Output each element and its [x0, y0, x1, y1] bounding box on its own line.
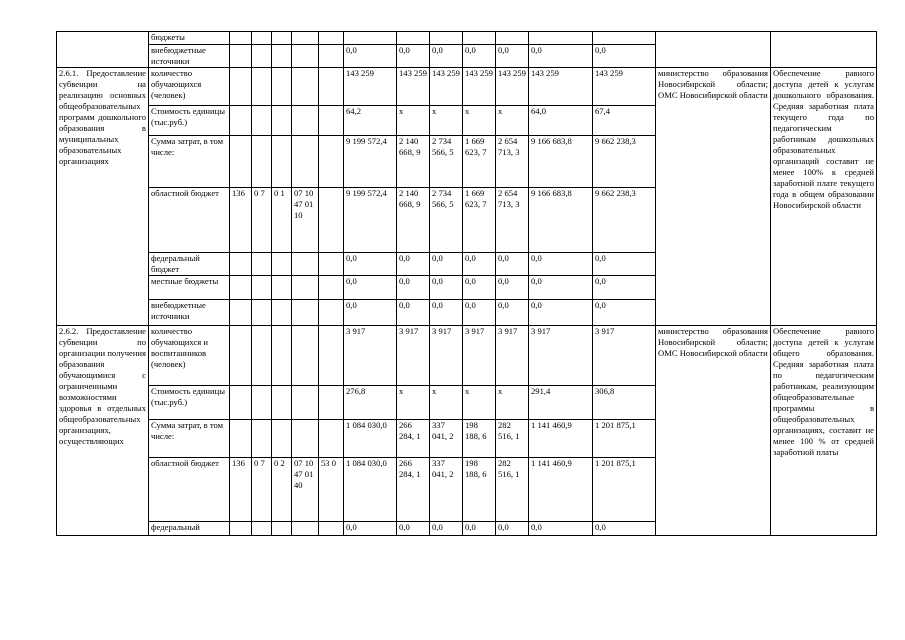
indicator-label: Сумма затрат, в том числе:: [149, 420, 230, 458]
data-cell: x: [463, 386, 496, 420]
data-cell: [319, 45, 344, 68]
data-cell: [496, 32, 529, 45]
data-cell: 1 084 030,0: [344, 420, 397, 458]
data-cell: 143 259: [397, 68, 430, 106]
table-row: [57, 68, 877, 106]
data-cell: [230, 386, 252, 420]
data-cell: 9 166 683,8: [529, 136, 593, 188]
data-cell: 0,0: [593, 45, 656, 68]
data-cell: [272, 300, 292, 326]
indicator-label: местные бюджеты: [149, 276, 230, 300]
data-cell: 0,0: [463, 253, 496, 276]
data-cell: [292, 300, 319, 326]
measure-name: 2.6.2. Предоставление субвенции по организации получения образования обучающимися с ограниченными возможностями здоровья в отдельных общеобразовательных организациях, осуществляющих: [57, 326, 149, 536]
data-cell: [292, 32, 319, 45]
data-cell: 0,0: [397, 522, 430, 536]
data-cell: 276,8: [344, 386, 397, 420]
data-cell: 0,0: [496, 253, 529, 276]
data-cell: [319, 68, 344, 106]
measure-name: 2.6.1. Предоставление субвенции на реализацию основных общеобразовательных программ дошкольного образования в муниципальных образовательных организациях: [57, 68, 149, 326]
data-cell: 143 259: [344, 68, 397, 106]
data-cell: 0,0: [430, 45, 463, 68]
data-cell: 3 917: [344, 326, 397, 386]
data-cell: [292, 136, 319, 188]
data-cell: [230, 522, 252, 536]
data-cell: 2 654 713, 3: [496, 136, 529, 188]
data-cell: [319, 32, 344, 45]
result-cell: Обеспечение равного доступа детей к услугам общего образования. Средняя заработная плата по педагогическим работникам, реализующим общеобразовательные программы в общеобразовательных организациях, составит не менее 100 % от средней заработной платы: [771, 326, 877, 536]
indicator-label: Сумма затрат, в том числе:: [149, 136, 230, 188]
data-cell: 0,0: [529, 276, 593, 300]
data-cell: [397, 32, 430, 45]
data-cell: [272, 136, 292, 188]
data-cell: 1 201 875,1: [593, 420, 656, 458]
data-cell: [319, 522, 344, 536]
data-cell: [230, 32, 252, 45]
data-cell: 0,0: [529, 522, 593, 536]
data-cell: 2 734 566, 5: [430, 136, 463, 188]
data-cell: 0,0: [430, 522, 463, 536]
result-cell: Обеспечение равного доступа детей к услугам дошкольного образования. Средняя заработная плата текущего года по педагогическим работникам дошкольных образовательных организаций составит не менее 100% к средней заработной плате текущего года в общем образовании Новосибирской области: [771, 68, 877, 326]
data-cell: [252, 32, 272, 45]
data-cell: 0,0: [593, 253, 656, 276]
data-cell: 9 662 238,3: [593, 136, 656, 188]
indicator-label: Стоимость единицы (тыс.руб.): [149, 106, 230, 136]
data-cell: [230, 106, 252, 136]
data-cell: [272, 276, 292, 300]
data-cell: 0,0: [529, 253, 593, 276]
data-cell: 3 917: [593, 326, 656, 386]
data-cell: 0,0: [397, 45, 430, 68]
data-cell: [230, 420, 252, 458]
data-cell: 9 199 572,4: [344, 136, 397, 188]
data-cell: 9 199 572,4: [344, 188, 397, 253]
data-cell: [463, 32, 496, 45]
data-cell: x: [430, 386, 463, 420]
data-cell: [252, 136, 272, 188]
data-cell: [319, 106, 344, 136]
budget-table: [56, 31, 877, 536]
data-cell: [272, 420, 292, 458]
data-cell: 282 516, 1: [496, 420, 529, 458]
data-cell: 0,0: [344, 276, 397, 300]
data-cell: [272, 522, 292, 536]
data-cell: [252, 326, 272, 386]
indicator-label: федеральный бюджет: [149, 253, 230, 276]
data-cell: [292, 68, 319, 106]
data-cell: 0,0: [397, 276, 430, 300]
data-cell: 0,0: [344, 253, 397, 276]
data-cell: x: [463, 106, 496, 136]
data-cell: 0,0: [463, 522, 496, 536]
data-cell: 3 917: [397, 326, 430, 386]
data-cell: 143 259: [496, 68, 529, 106]
data-cell: x: [496, 106, 529, 136]
data-cell: [319, 136, 344, 188]
data-cell: 0,0: [463, 300, 496, 326]
data-cell: [272, 32, 292, 45]
data-cell: 1 141 460,9: [529, 420, 593, 458]
data-cell: [529, 32, 593, 45]
data-cell: 0,0: [593, 276, 656, 300]
data-cell: [292, 386, 319, 420]
data-cell: [252, 253, 272, 276]
data-cell: [319, 253, 344, 276]
data-cell: 198 188, 6: [463, 458, 496, 522]
data-cell: x: [397, 106, 430, 136]
data-cell: [292, 45, 319, 68]
data-cell: 2 734 566, 5: [430, 188, 463, 253]
data-cell: [593, 32, 656, 45]
indicator-label: бюджеты: [149, 32, 230, 45]
data-cell: [252, 420, 272, 458]
data-cell: [230, 300, 252, 326]
indicator-label: областной бюджет: [149, 188, 230, 253]
data-cell: 0,0: [344, 522, 397, 536]
data-cell: [230, 68, 252, 106]
data-cell: 136: [230, 188, 252, 253]
data-cell: [230, 253, 252, 276]
indicator-label: Стоимость единицы (тыс.руб.): [149, 386, 230, 420]
data-cell: [292, 253, 319, 276]
data-cell: [252, 276, 272, 300]
data-cell: 9 662 238,3: [593, 188, 656, 253]
data-cell: 1 141 460,9: [529, 458, 593, 522]
data-cell: 53 0: [319, 458, 344, 522]
data-cell: 0,0: [463, 45, 496, 68]
data-cell: [252, 522, 272, 536]
data-cell: [252, 45, 272, 68]
data-cell: 143 259: [463, 68, 496, 106]
indicator-label: областной бюджет: [149, 458, 230, 522]
data-cell: [292, 106, 319, 136]
data-cell: [319, 420, 344, 458]
data-cell: 2 140 668, 9: [397, 188, 430, 253]
data-cell: 198 188, 6: [463, 420, 496, 458]
data-cell: 07 10 47 01 40: [292, 458, 319, 522]
data-cell: [230, 45, 252, 68]
data-cell: [344, 32, 397, 45]
data-cell: 0,0: [344, 300, 397, 326]
data-cell: [230, 276, 252, 300]
data-cell: 306,8: [593, 386, 656, 420]
data-cell: [319, 300, 344, 326]
cell-empty: [771, 32, 877, 68]
table-row: [57, 326, 877, 386]
data-cell: 0,0: [496, 522, 529, 536]
data-cell: 0,0: [529, 45, 593, 68]
data-cell: 0,0: [430, 253, 463, 276]
data-cell: [430, 32, 463, 45]
data-cell: 07 10 47 01 10: [292, 188, 319, 253]
data-cell: 0,0: [397, 253, 430, 276]
data-cell: 9 166 683,8: [529, 188, 593, 253]
executor-cell: министерство образования Новосибирской области; ОМС Новосибирской области: [656, 68, 771, 326]
data-cell: 2 654 713, 3: [496, 188, 529, 253]
data-cell: 0,0: [463, 276, 496, 300]
data-cell: 0,0: [593, 300, 656, 326]
data-cell: x: [430, 106, 463, 136]
data-cell: 0 7: [252, 188, 272, 253]
data-cell: 0,0: [397, 300, 430, 326]
data-cell: [272, 326, 292, 386]
indicator-label: количество обучающихся и воспитанников (человек): [149, 326, 230, 386]
data-cell: [319, 326, 344, 386]
data-cell: 1 084 030,0: [344, 458, 397, 522]
data-cell: 2 140 668, 9: [397, 136, 430, 188]
indicator-label: федеральный: [149, 522, 230, 536]
data-cell: 0,0: [430, 300, 463, 326]
cell-empty: [57, 32, 149, 68]
data-cell: 64,0: [529, 106, 593, 136]
data-cell: [230, 136, 252, 188]
data-cell: 337 041, 2: [430, 420, 463, 458]
data-cell: 1 669 623, 7: [463, 136, 496, 188]
data-cell: 0 1: [272, 188, 292, 253]
data-cell: 67,4: [593, 106, 656, 136]
data-cell: 0 7: [252, 458, 272, 522]
data-cell: 143 259: [529, 68, 593, 106]
data-cell: [272, 45, 292, 68]
data-cell: 3 917: [430, 326, 463, 386]
data-cell: [252, 386, 272, 420]
data-cell: 143 259: [593, 68, 656, 106]
data-cell: [292, 522, 319, 536]
data-cell: [272, 68, 292, 106]
data-cell: [319, 386, 344, 420]
data-cell: 3 917: [463, 326, 496, 386]
indicator-label: внебюджетные источники: [149, 45, 230, 68]
data-cell: 64,2: [344, 106, 397, 136]
data-cell: x: [496, 386, 529, 420]
data-cell: 0,0: [430, 276, 463, 300]
data-cell: 337 041, 2: [430, 458, 463, 522]
data-cell: [292, 420, 319, 458]
data-cell: [272, 386, 292, 420]
data-cell: [292, 276, 319, 300]
data-cell: [252, 300, 272, 326]
table-row: [57, 32, 877, 45]
data-cell: 291,4: [529, 386, 593, 420]
data-cell: 3 917: [496, 326, 529, 386]
data-cell: [230, 326, 252, 386]
data-cell: 136: [230, 458, 252, 522]
data-cell: [252, 68, 272, 106]
data-cell: [272, 106, 292, 136]
data-cell: 143 259: [430, 68, 463, 106]
indicator-label: внебюджетные источники: [149, 300, 230, 326]
data-cell: 0,0: [496, 276, 529, 300]
data-cell: 266 284, 1: [397, 420, 430, 458]
data-cell: 266 284, 1: [397, 458, 430, 522]
indicator-label: количество обучающихся (человек): [149, 68, 230, 106]
data-cell: 1 669 623, 7: [463, 188, 496, 253]
data-cell: 1 201 875,1: [593, 458, 656, 522]
executor-cell: министерство образования Новосибирской области; ОМС Новосибирской области: [656, 326, 771, 536]
data-cell: 0,0: [496, 300, 529, 326]
data-cell: 0,0: [496, 45, 529, 68]
data-cell: [319, 276, 344, 300]
data-cell: [252, 106, 272, 136]
data-cell: 0,0: [344, 45, 397, 68]
data-cell: 282 516, 1: [496, 458, 529, 522]
data-cell: 3 917: [529, 326, 593, 386]
data-cell: [292, 326, 319, 386]
data-cell: 0,0: [529, 300, 593, 326]
cell-empty: [656, 32, 771, 68]
data-cell: x: [397, 386, 430, 420]
data-cell: [319, 188, 344, 253]
data-cell: 0,0: [593, 522, 656, 536]
data-cell: 0 2: [272, 458, 292, 522]
data-cell: [272, 253, 292, 276]
